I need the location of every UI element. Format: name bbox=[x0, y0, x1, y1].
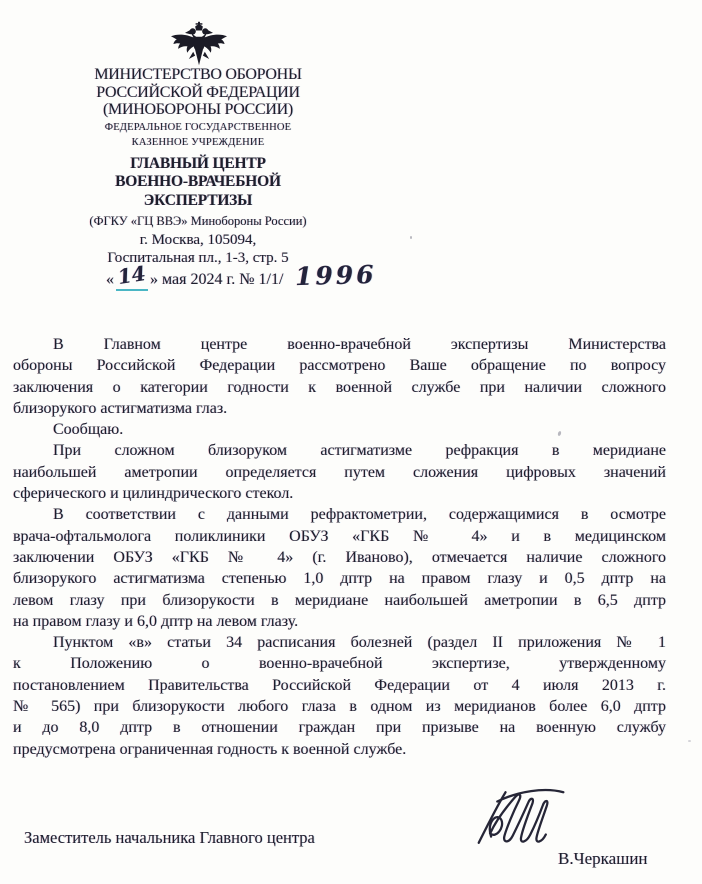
handwritten-outgoing-number: 1996 bbox=[295, 259, 378, 292]
org-abbreviation: (ФГКУ «ГЦ ВВЭ» Минобороны России) bbox=[89, 214, 307, 228]
handwritten-day: 14 bbox=[116, 260, 148, 290]
body-line: Сообщаю. bbox=[53, 421, 124, 439]
body-line: В Главном центре военно-врачебной экспертизы Министерства bbox=[53, 336, 666, 353]
letterhead bbox=[87, 66, 309, 267]
scan-speck bbox=[410, 236, 412, 239]
body-line: В соответствии с данными рефрактометрии, содержащимися в осмотре bbox=[53, 506, 666, 524]
body-line: заключения о категории годности к военной службе при наличии сложного bbox=[13, 378, 666, 396]
body-line: При сложном близоруком астигматизме рефракция в меридиане bbox=[53, 442, 666, 460]
address-line: г. Москва, 105094, bbox=[139, 232, 257, 248]
body-line: на правом глазу и 6,0 дптр на левом глазу. bbox=[13, 612, 299, 630]
body-line: левом глазу при близорукости в меридиане наибольшей аметропии в 6,5 дптр bbox=[13, 591, 666, 609]
body-line: заключении ОБУЗ «ГКБ № 4» (г. Иваново), отмечается наличие сложного bbox=[13, 548, 666, 566]
mod-double-eagle-icon bbox=[170, 21, 228, 67]
address-line: Госпитальная пл., 1-3, стр. 5 bbox=[107, 250, 289, 266]
signer-name: В.Черкашин bbox=[558, 849, 648, 868]
body-line: сферического и цилиндрического стекол. bbox=[13, 485, 294, 503]
body-line: обороны Российской Федерации рассмотрено Ваше обращение по вопросу bbox=[13, 357, 666, 375]
body-line: врача-офтальмолога поликлиники ОБУЗ «ГКБ № 4» и в медицинском bbox=[13, 527, 666, 545]
day-blank-underline bbox=[116, 260, 148, 291]
signer-position-title: Заместитель начальника Главного центра bbox=[24, 828, 315, 847]
body-line: близорукого астигматизма степенью 1,0 дптр на правом глазу и 0,5 дптр на bbox=[13, 570, 666, 588]
center-title-line: ВОЕННО-ВРАЧЕБНОЙ bbox=[115, 173, 281, 190]
body-line: № 565) при близорукости любого глаза в одном из меридианов более 6,0 дптр bbox=[13, 698, 666, 716]
body-line: Пунктом «в» статьи 34 расписания болезней (раздел II приложения № 1 bbox=[53, 634, 666, 652]
body-line: предусмотрена ограниченная годность к военной службе. bbox=[13, 740, 407, 758]
org-subtype-line: КАЗЕННОЕ УЧРЕЖДЕНИЕ bbox=[131, 137, 265, 148]
org-subtype-line: ФЕДЕРАЛЬНОЕ ГОСУДАРСТВЕННОЕ bbox=[104, 121, 292, 133]
printed-date-number: мая 2024 г. № 1/1/ bbox=[162, 271, 284, 288]
open-quote: « bbox=[106, 271, 114, 288]
body-line: и до 8,0 дптр в отношении граждан при призыве на военную службу bbox=[13, 719, 666, 737]
body-line: наибольшей аметропии определяется путем сложения цифровых значений bbox=[13, 463, 666, 481]
close-quote: » bbox=[150, 271, 158, 288]
scan-speck bbox=[688, 740, 691, 742]
body-line: постановлением Правительства Российской Федерации от 4 июля 2013 г. bbox=[13, 676, 666, 694]
date-and-number-line bbox=[106, 261, 377, 295]
handwritten-signature-icon bbox=[468, 785, 572, 849]
body-line: к Положению о военно-врачебной экспертизе, утвержденному bbox=[13, 655, 666, 673]
org-name-line: МИНИСТЕРСТВО ОБОРОНЫ bbox=[94, 66, 302, 83]
letter-body bbox=[13, 334, 666, 760]
org-name-line: (МИНОБОРОНЫ РОССИИ) bbox=[103, 101, 293, 118]
body-line: близорукого астигматизма глаз. bbox=[13, 399, 228, 417]
org-name-line: РОССИЙСКОЙ ФЕДЕРАЦИИ bbox=[96, 83, 300, 101]
center-title-line: ГЛАВНЫЙ ЦЕНТР bbox=[130, 154, 266, 172]
center-title-line: ЭКСПЕРТИЗЫ bbox=[143, 191, 253, 209]
